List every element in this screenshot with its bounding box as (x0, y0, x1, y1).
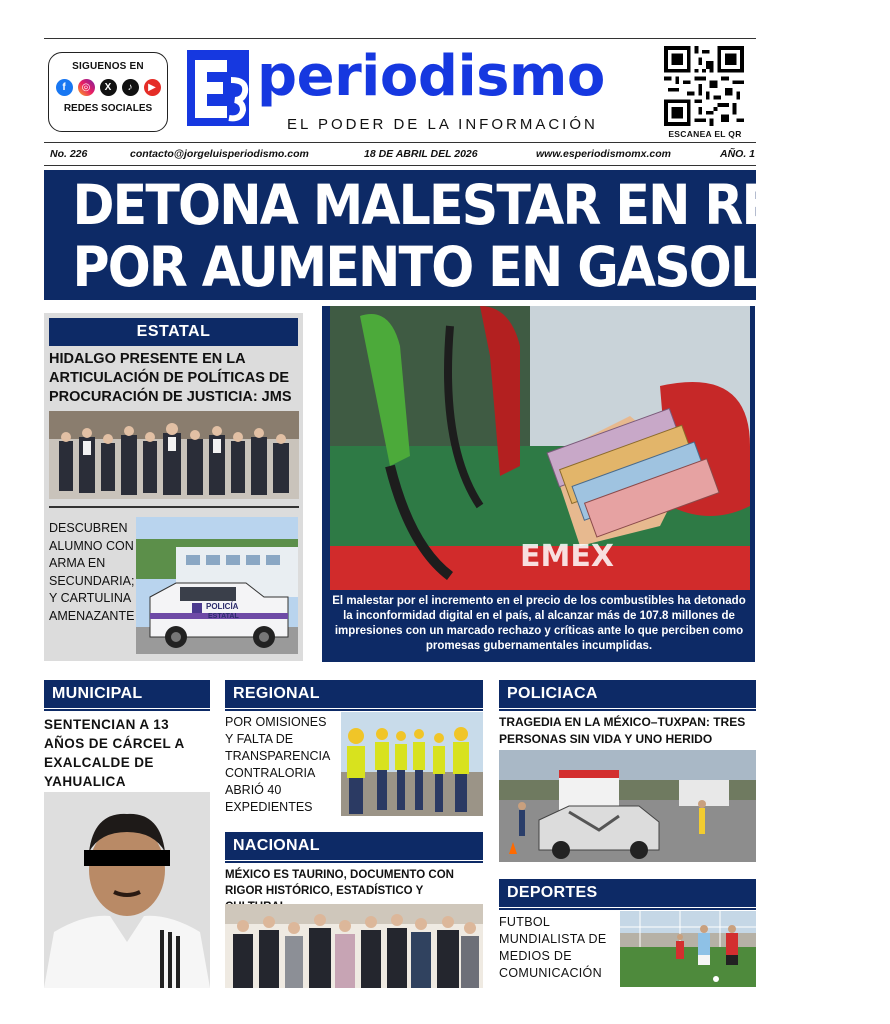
facebook-icon[interactable]: f (56, 79, 73, 96)
brand-logo (187, 44, 637, 136)
nacional-story-title[interactable]: MÉXICO ES TAURINO, DOCUMENTO CON RIGOR HISTÓRICO, ESTADÍSTICO Y (225, 869, 454, 897)
justice-meeting-photo[interactable] (49, 411, 299, 499)
qr-code-icon[interactable] (664, 46, 744, 126)
highway-crash-photo[interactable] (499, 750, 756, 862)
estatal-divider (49, 506, 299, 508)
social-bottom-text: REDES SOCIALES (63, 103, 153, 114)
nacional-label: NACIONAL (225, 832, 483, 860)
brand-mark-icon (187, 50, 249, 126)
book-presentation-photo[interactable] (225, 904, 483, 988)
main-story-caption: El malestar por el incremento en el precio de los combustibles ha detonado la inconformidad digital en el país, al alcanzar más de 107.8 millones de impresiones con un marcado rechazo y críticas ante lo que perciben como promesas gubernamentales incumplidas. (332, 595, 746, 652)
contact-email[interactable]: contacto@jorgeluisperiodismo.com (130, 148, 309, 160)
estatal-label: ESTATAL (49, 318, 298, 346)
estatal-story-2-title[interactable]: DESCUBREN ALUMNO CON ARMA EN SECUNDARIA; Y CARTULINA AMENAZANTE (49, 521, 135, 623)
policiaca-story-title[interactable]: TRAGEDIA EN LA MÉXICO–TUXPAN: TRES PERSONAS SIN VIDA Y UNO HERIDO (499, 715, 746, 746)
instagram-icon[interactable]: ◎ (78, 79, 95, 96)
pump-brand-text: EMEX (520, 539, 614, 574)
x-icon[interactable]: X (100, 79, 117, 96)
social-top-text: SIGUENOS EN (72, 61, 144, 72)
main-headline[interactable] (44, 170, 890, 300)
municipal-story-title[interactable]: SENTENCIAN A 13 AÑOS DE CÁRCEL A EXALCALDE DE YAHUALICA (44, 717, 185, 789)
regional-label: REGIONAL (225, 680, 483, 708)
youtube-icon[interactable]: ▶ (144, 79, 161, 96)
issue-number: No. 226 (50, 148, 88, 160)
estatal-story-1-title[interactable]: HIDALGO PRESENTE EN LA ARTICULACIÓN DE POLÍTICAS DE PROCURACIÓN DE JUSTICIA: JMS (49, 351, 292, 405)
qr-label: ESCANEA EL QR (668, 129, 742, 139)
soccer-photo[interactable] (620, 911, 756, 987)
headline-line-2: POR AUMENTO EN GASOLINAS (72, 235, 890, 299)
top-rule (44, 38, 756, 39)
municipal-section (44, 680, 212, 986)
deportes-label: DEPORTES (499, 879, 756, 907)
brand-name: periodismo (257, 44, 605, 109)
info-bar (44, 142, 756, 166)
workers-photo[interactable] (341, 712, 483, 816)
policiaca-label: POLICIACA (499, 680, 756, 708)
main-story (322, 306, 755, 662)
headline-line-1: DETONA MALESTAR EN REDES (72, 173, 882, 237)
deportes-story-title[interactable]: FUTBOL MUNDIALISTA DE MEDIOS DE COMUNICACIÓN (499, 915, 607, 980)
van-text-estatal: ESTATAL (208, 613, 239, 620)
social-box (48, 52, 168, 132)
regional-story-title[interactable]: POR OMISIONES Y FALTA DE TRANSPARENCIA CONTRALORIA ABRIÓ 40 EXPEDIENTES (225, 715, 330, 814)
municipal-label: MUNICIPAL (44, 680, 210, 708)
former-mayor-photo[interactable] (44, 792, 210, 988)
tiktok-icon[interactable]: ♪ (122, 79, 139, 96)
gas-pump-photo[interactable] (330, 306, 750, 590)
social-icons (49, 79, 167, 96)
police-truck-photo[interactable] (136, 517, 298, 654)
website-link[interactable]: www.esperiodismomx.com (536, 148, 671, 160)
estatal-section (44, 313, 303, 661)
issue-year: AÑO. 1 (720, 148, 756, 160)
van-text-policia: POLICÍA (206, 602, 239, 611)
issue-date: 18 DE ABRIL DEL 2026 (364, 148, 478, 160)
brand-tagline: EL PODER DE LA INFORMACIÓN (287, 116, 598, 133)
